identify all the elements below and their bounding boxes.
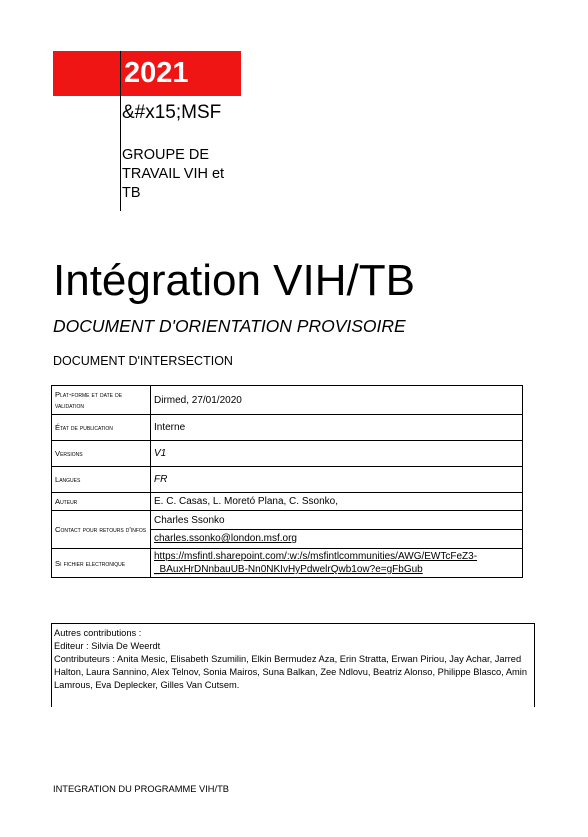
versions-label: Versions	[52, 441, 151, 467]
contact-label: Contact pour retours d'infos	[52, 511, 151, 549]
working-group-label: GROUPE DE TRAVAIL VIH et TB	[122, 147, 225, 201]
table-row	[52, 511, 523, 549]
author-value: E. C. Casas, L. Moretó Plana, C. Ssonko,	[151, 493, 523, 511]
document-type: DOCUMENT D'INTERSECTION	[53, 354, 233, 368]
platform-value: Dirmed, 27/01/2020	[151, 386, 523, 415]
file-link[interactable]	[151, 549, 523, 578]
editor-line: Editeur : Silvia De Weerdt	[54, 641, 161, 651]
metadata-table	[51, 385, 523, 578]
status-value: Interne	[151, 415, 523, 441]
contributors-line: Contributeurs : Anita Mesic, Elisabeth Szumilin, Elkin Bermudez Aza, Erin Stratta, Erwan Piriou, Jay Achar, Jarred Halton, Laura Sannino, Alex Telnov, Sonia Mairos, Suna Balkan, Zee Ndlovu, Beatriz Alonso, Philippe Blasco, Amin Lamrous, Eva Deplecker, Gilles Van Cutsem.	[54, 654, 528, 690]
contributions-box	[51, 623, 535, 707]
table-row	[52, 467, 523, 493]
file-link-line-1: https://msfintl.sharepoint.com/:w:/s/msfintlcommunities/AWG/EWTcFeZ3-	[154, 551, 478, 562]
file-label: Si fichier electronique	[52, 549, 151, 578]
document-subtitle: DOCUMENT D'ORIENTATION PROVISOIRE	[53, 316, 406, 336]
table-row	[52, 386, 523, 415]
table-row	[52, 549, 523, 578]
table-row	[52, 441, 523, 467]
languages-value: FR	[151, 467, 523, 493]
contributions-heading: Autres contributions :	[54, 628, 142, 638]
contact-name: Charles Ssonko	[151, 512, 522, 530]
document-title: Intégration VIH/TB	[53, 256, 415, 305]
organization-label: &#x15;MSF	[122, 102, 222, 123]
table-row	[52, 415, 523, 441]
versions-value: V1	[151, 441, 523, 467]
platform-label: Plat-forme et date de validation	[52, 386, 151, 415]
status-label: État de publication	[52, 415, 151, 441]
table-row	[52, 493, 523, 511]
author-label: Auteur	[52, 493, 151, 511]
file-link-line-2: _BAuxHrDNnbauUB-Nn0NKIvHyPdwelrQwb1ow?e=gFbGub	[154, 564, 423, 575]
page-footer: INTEGRATION DU PROGRAMME VIH/TB	[53, 784, 229, 794]
header-divider	[120, 51, 121, 211]
languages-label: Langues	[52, 467, 151, 493]
contact-email-link[interactable]: charles.ssonko@london.msf.org	[154, 533, 297, 544]
year-label: 2021	[124, 57, 189, 89]
